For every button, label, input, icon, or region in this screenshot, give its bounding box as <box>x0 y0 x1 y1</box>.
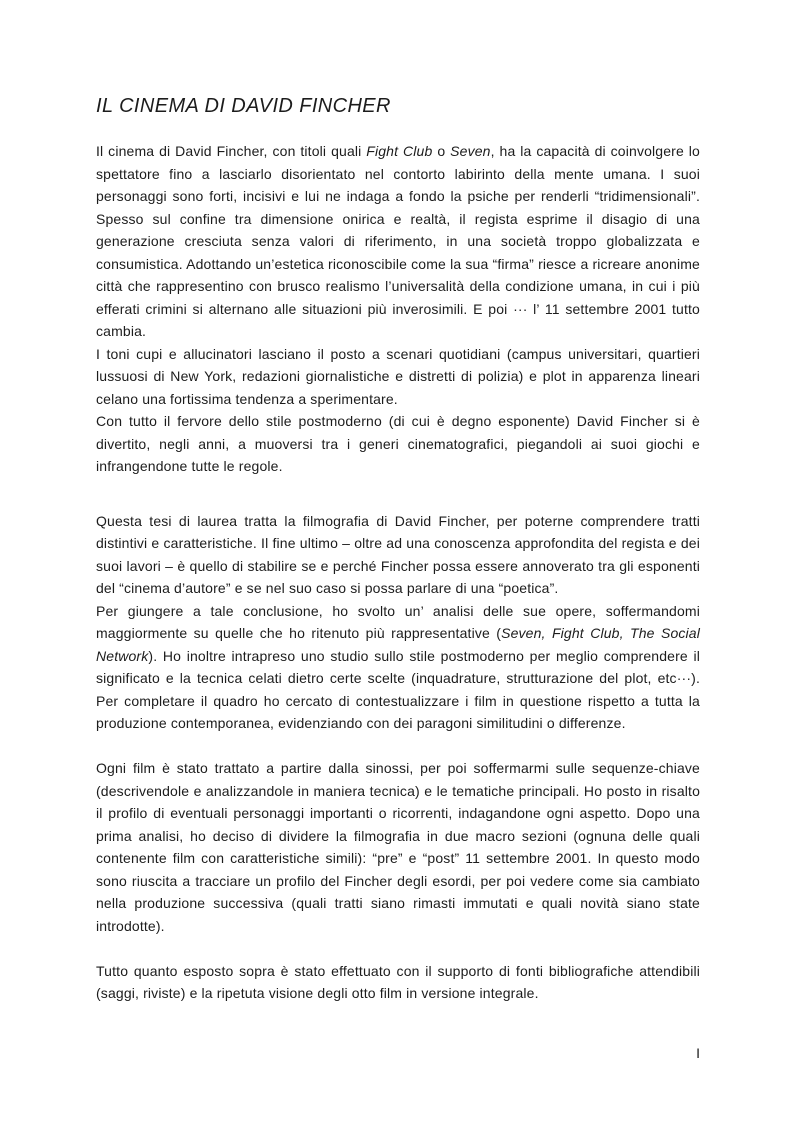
text-run: I toni cupi e allucinatori lasciano il posto a scenari quotidiani (campus universitari, quartieri lussuosi di New York, redazioni giornalistiche e distretti di polizia) e plot in apparenza lineari celano una fortissima tendenza a sperimentare. <box>96 345 700 407</box>
film-title: Fight Club <box>366 143 433 159</box>
paragraph <box>96 757 700 937</box>
text-run: o <box>432 143 451 159</box>
paragraph <box>96 343 700 411</box>
paragraph <box>96 140 700 343</box>
page-title: IL CINEMA DI DAVID FINCHER <box>96 95 391 117</box>
text-run: Per giungere a tale conclusione, ho svolto un’ analisi delle sue opere, soffermandomi maggiormente su quelle che ho ritenuto più rappresentative ( <box>96 602 700 641</box>
text-run: Tutto quanto esposto sopra è stato effettuato con il supporto di fonti bibliografiche attendibili (saggi, riviste) e la ripetuta visione degli otto film in versione integrale. <box>96 962 700 1001</box>
paragraph <box>96 960 700 1005</box>
text-run: Il cinema di David Fincher, con titoli quali <box>96 143 367 159</box>
text-block <box>96 757 700 937</box>
text-run: , ha la capacità di coinvolgere lo spettatore fino a lasciarlo disorientato nel contorto labirinto della mente umana. I suoi personaggi sono forti, incisivi e lui ne indaga a fondo la psiche per renderli “tridimensionali”. Spesso sul confine tra dimensione onirica e realtà, il regista esprime il disagio di una generazione cresciuta senza valori di riferimento, in una società troppo globalizzata e consumistica. Adottando un’estetica riconoscibile come la sua “firma” riesce a ricreare anonime città che rappresentino con brusco realismo l’universalità della condizione umana, in cui i più efferati crimini si alternano alle situazioni più inverosimili. E poi ··· l’ 11 settembre 2001 tutto cambia. <box>96 143 700 339</box>
paragraph <box>96 510 700 600</box>
page-number: I <box>696 1045 700 1061</box>
film-title: Seven <box>450 143 491 159</box>
text-run: Con tutto il fervore dello stile postmoderno (di cui è degno esponente) David Fincher si è divertito, negli anni, a muoversi tra i generi cinematografici, piegandoli ai suoi giochi e infrangendone tutte le regole. <box>96 413 700 474</box>
text-flow <box>96 140 700 1005</box>
text-run: ). Ho inoltre intrapreso uno studio sullo stile postmoderno per meglio comprendere il significato e la tecnica celati dietro certe scelte (inquadrature, strutturazione del plot, etc···). Per completare il quadro ho cercato di contestualizzare i film in questione rispetto a tutta la produzione contemporanea, evidenziando con dei paragoni similitudini o differenze. <box>96 647 700 731</box>
text-block <box>96 960 700 1005</box>
film-title: Seven, Fight Club, The Social Network <box>96 625 700 664</box>
text-block <box>96 510 700 735</box>
text-run: Questa tesi di laurea tratta la filmografia di David Fincher, per poterne comprendere tratti distintivi e caratteristiche. Il fine ultimo – oltre ad una conoscenza approfondita del regista e dei suoi lavori – è quello di stabilire se e perché Fincher possa essere annoverato tra gli esponenti del “cinema d’autore” e se nel suo caso si possa parlare di una “poetica”. <box>96 512 700 596</box>
paragraph <box>96 410 700 478</box>
paragraph <box>96 600 700 735</box>
text-block <box>96 140 700 478</box>
page-content <box>96 93 700 1005</box>
text-run: Ogni film è stato trattato a partire dalla sinossi, per poi soffermarmi sulle sequenze-chiave (descrivendole e analizzandole in maniera tecnica) e le tematiche principali. Ho posto in risalto il profilo di eventuali personaggi importanti o ricorrenti, indagandone ogni aspetto. Dopo una prima analisi, ho deciso di dividere la filmografia in due macro sezioni (ognuna delle quali contenente film con caratteristiche simili): “pre” e “post” 11 settembre 2001. In questo modo sono riuscita a tracciare un profilo del Fincher degli esordi, per poi vedere come sia cambiato nella produzione successiva (quali tratti siano rimasti immutati e quali novità siano state introdotte). <box>96 760 700 934</box>
